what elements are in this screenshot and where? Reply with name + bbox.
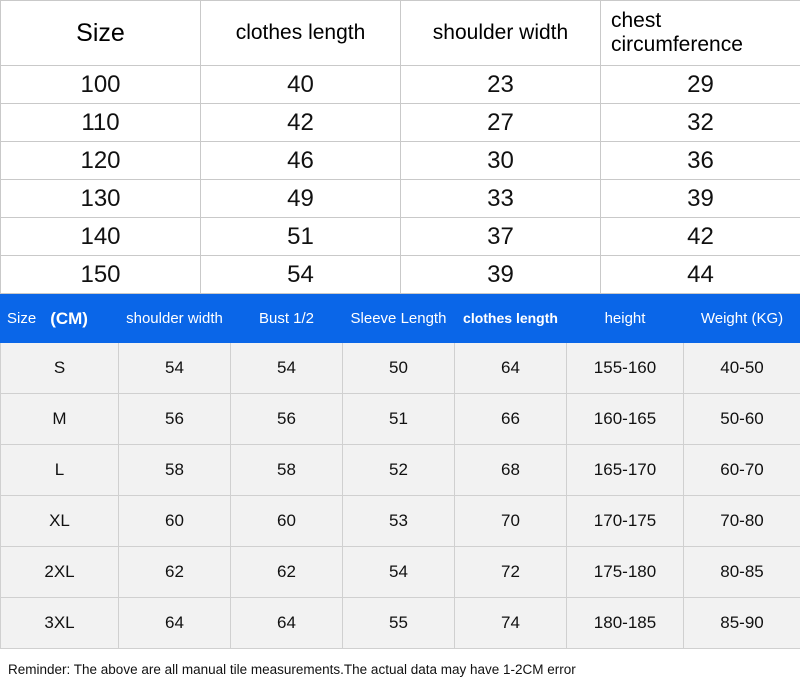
cell-shoulder-width: 62: [119, 547, 231, 598]
cell-clothes-length: 49: [201, 180, 401, 218]
cell-size: 140: [1, 218, 201, 256]
table-row: [1, 180, 800, 218]
adult-header-height: height: [567, 295, 684, 343]
cell-shoulder-width: 56: [119, 394, 231, 445]
cell-clothes-length: 46: [201, 142, 401, 180]
cell-shoulder-width: 27: [401, 104, 601, 142]
table-row: [1, 496, 800, 547]
cell-weight: 80-85: [684, 547, 800, 598]
cell-weight: 40-50: [684, 343, 800, 394]
disclaimer-part-1: Reminder: The above are all manual tile measurements.: [8, 662, 344, 677]
cell-sleeve-length: 52: [343, 445, 455, 496]
kids-table-body: [1, 66, 800, 294]
cell-chest-circumference: 42: [601, 218, 800, 256]
adult-size-table: [0, 294, 800, 649]
cell-weight: 50-60: [684, 394, 800, 445]
table-row: [1, 142, 800, 180]
cell-sleeve-length: 51: [343, 394, 455, 445]
cell-height: 165-170: [567, 445, 684, 496]
kids-table-header: [1, 1, 800, 66]
table-row: [1, 394, 800, 445]
cell-sleeve-length: 53: [343, 496, 455, 547]
adult-table-header: [1, 295, 800, 343]
kids-header-row: [1, 1, 800, 66]
cell-bust: 60: [231, 496, 343, 547]
cell-clothes-length: 70: [455, 496, 567, 547]
cell-height: 175-180: [567, 547, 684, 598]
adult-header-sleeve-length: Sleeve Length: [343, 295, 455, 343]
adult-header-bust: Bust 1/2: [231, 295, 343, 343]
cell-chest-circumference: 29: [601, 66, 800, 104]
cell-clothes-length: 64: [455, 343, 567, 394]
cell-clothes-length: 68: [455, 445, 567, 496]
disclaimer-part-2: The actual data may have 1-2CM error: [343, 662, 576, 677]
table-row: [1, 445, 800, 496]
table-row: [1, 598, 800, 649]
cell-shoulder-width: 64: [119, 598, 231, 649]
cell-size: S: [1, 343, 119, 394]
table-row: [1, 343, 800, 394]
cell-size: M: [1, 394, 119, 445]
table-row: [1, 547, 800, 598]
cell-size: 3XL: [1, 598, 119, 649]
adult-header-shoulder-width: shoulder width: [119, 295, 231, 343]
cell-clothes-length: 66: [455, 394, 567, 445]
cell-sleeve-length: 50: [343, 343, 455, 394]
cell-sleeve-length: 54: [343, 547, 455, 598]
cell-shoulder-width: 60: [119, 496, 231, 547]
cell-weight: 60-70: [684, 445, 800, 496]
cell-shoulder-width: 54: [119, 343, 231, 394]
cell-shoulder-width: 58: [119, 445, 231, 496]
adult-header-clothes-length: clothes length: [455, 295, 567, 343]
cell-chest-circumference: 32: [601, 104, 800, 142]
cell-clothes-length: 51: [201, 218, 401, 256]
cell-weight: 70-80: [684, 496, 800, 547]
cell-shoulder-width: 33: [401, 180, 601, 218]
cell-shoulder-width: 23: [401, 66, 601, 104]
cell-shoulder-width: 39: [401, 256, 601, 294]
cell-size: L: [1, 445, 119, 496]
kids-header-shoulder-width: shoulder width: [401, 1, 601, 66]
cell-sleeve-length: 55: [343, 598, 455, 649]
adult-header-unit-label: (CM): [50, 308, 88, 328]
cell-clothes-length: 42: [201, 104, 401, 142]
cell-clothes-length: 54: [201, 256, 401, 294]
cell-height: 155-160: [567, 343, 684, 394]
cell-bust: 62: [231, 547, 343, 598]
cell-bust: 58: [231, 445, 343, 496]
cell-chest-circumference: 39: [601, 180, 800, 218]
kids-header-chest-circumference: chest circumference: [601, 1, 800, 66]
cell-height: 160-165: [567, 394, 684, 445]
cell-shoulder-width: 37: [401, 218, 601, 256]
cell-bust: 54: [231, 343, 343, 394]
cell-weight: 85-90: [684, 598, 800, 649]
cell-shoulder-width: 30: [401, 142, 601, 180]
adult-header-row: [1, 295, 800, 343]
cell-size: 110: [1, 104, 201, 142]
adult-header-size-label: Size: [7, 309, 37, 327]
table-row: [1, 66, 800, 104]
cell-clothes-length: 72: [455, 547, 567, 598]
adult-header-weight: Weight (KG): [684, 295, 800, 343]
cell-clothes-length: 40: [201, 66, 401, 104]
kids-size-table: [0, 0, 800, 294]
cell-height: 170-175: [567, 496, 684, 547]
cell-clothes-length: 74: [455, 598, 567, 649]
table-row: [1, 104, 800, 142]
cell-size: XL: [1, 496, 119, 547]
adult-table-body: [1, 343, 800, 649]
table-row: [1, 256, 800, 294]
cell-chest-circumference: 36: [601, 142, 800, 180]
adult-header-size: [1, 295, 119, 343]
cell-bust: 56: [231, 394, 343, 445]
kids-header-clothes-length: clothes length: [201, 1, 401, 66]
kids-header-size: Size: [1, 1, 201, 66]
cell-size: 120: [1, 142, 201, 180]
measurement-disclaimer: [8, 662, 576, 677]
cell-bust: 64: [231, 598, 343, 649]
cell-size: 150: [1, 256, 201, 294]
table-row: [1, 218, 800, 256]
cell-size: 2XL: [1, 547, 119, 598]
cell-height: 180-185: [567, 598, 684, 649]
cell-size: 130: [1, 180, 201, 218]
cell-chest-circumference: 44: [601, 256, 800, 294]
cell-size: 100: [1, 66, 201, 104]
